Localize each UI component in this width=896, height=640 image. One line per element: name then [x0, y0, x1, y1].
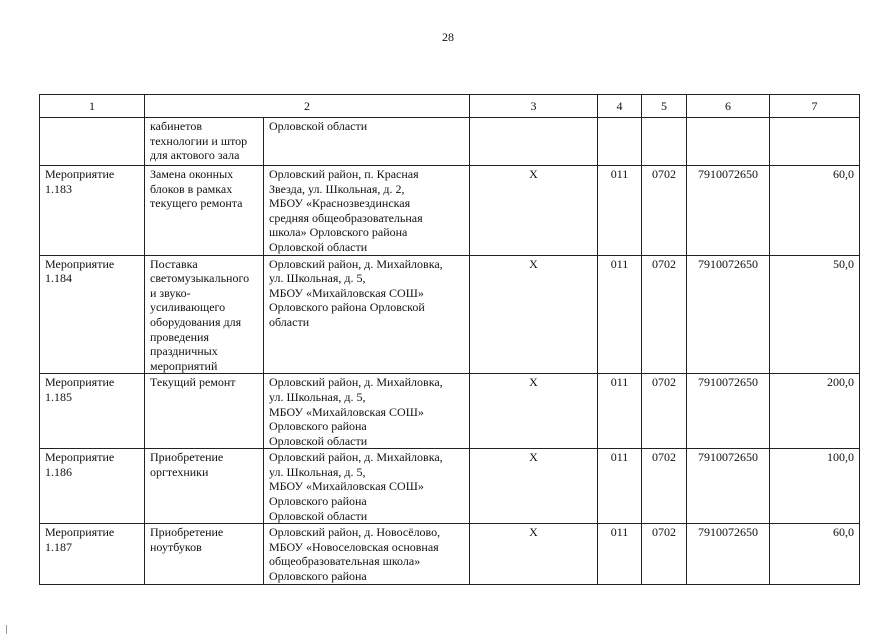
amount-cell: 60,0 — [770, 166, 860, 256]
amount-cell: 60,0 — [770, 524, 860, 584]
header-cell-1: 1 — [40, 95, 145, 118]
col5-cell: 0702 — [642, 166, 687, 256]
col4-cell: 011 — [598, 374, 642, 449]
amount-cell: 100,0 — [770, 449, 860, 524]
event-cell: Мероприятие 1.185 — [40, 374, 145, 449]
col4-cell — [598, 118, 642, 166]
header-cell-7: 7 — [770, 95, 860, 118]
col5-cell: 0702 — [642, 374, 687, 449]
col6-cell: 7910072650 — [687, 374, 770, 449]
header-cell-6: 6 — [687, 95, 770, 118]
event-cell — [40, 118, 145, 166]
address-cell: Орловский район, д. Новосёлово, МБОУ «Новоселовская основная общеобразовательная школа» Орловского района — [264, 524, 470, 584]
event-cell: Мероприятие 1.186 — [40, 449, 145, 524]
col6-cell: 7910072650 — [687, 166, 770, 256]
table-row — [40, 255, 860, 374]
event-name-cell: Приобретение ноутбуков — [145, 524, 264, 584]
page-number: 28 — [442, 30, 454, 44]
event-name-cell: Замена оконных блоков в рамках текущего ремонта — [145, 166, 264, 256]
amount-cell: 200,0 — [770, 374, 860, 449]
address-cell: Орловский район, д. Михайловка, ул. Школьная, д. 5, МБОУ «Михайловская СОШ» Орловского района Орловской области — [264, 449, 470, 524]
col5-cell: 0702 — [642, 255, 687, 374]
col3-cell: Х — [470, 449, 598, 524]
event-name-cell: Приобретение оргтехники — [145, 449, 264, 524]
table-row — [40, 449, 860, 524]
amount-cell: 50,0 — [770, 255, 860, 374]
event-cell: Мероприятие 1.187 — [40, 524, 145, 584]
col3-cell: Х — [470, 524, 598, 584]
event-cell: Мероприятие 1.184 — [40, 255, 145, 374]
col5-cell: 0702 — [642, 524, 687, 584]
col6-cell: 7910072650 — [687, 524, 770, 584]
col4-cell: 011 — [598, 255, 642, 374]
table-row — [40, 166, 860, 256]
table-header-row — [40, 95, 860, 118]
col6-cell — [687, 118, 770, 166]
col6-cell: 7910072650 — [687, 255, 770, 374]
col3-cell: Х — [470, 374, 598, 449]
budget-table — [39, 94, 860, 585]
col6-cell: 7910072650 — [687, 449, 770, 524]
table-row — [40, 524, 860, 584]
event-name-cell: кабинетов технологии и штор для актового зала — [145, 118, 264, 166]
table-row — [40, 374, 860, 449]
address-cell: Орловский район, п. Красная Звезда, ул. Школьная, д. 2, МБОУ «Краснозвездинская средняя общеобразовательная школа» Орловского района Орловской области — [264, 166, 470, 256]
col4-cell: 011 — [598, 449, 642, 524]
header-cell-2: 2 — [145, 95, 470, 118]
col3-cell: Х — [470, 166, 598, 256]
col3-cell — [470, 118, 598, 166]
event-name-cell: Текущий ремонт — [145, 374, 264, 449]
event-cell: Мероприятие 1.183 — [40, 166, 145, 256]
address-cell: Орловской области — [264, 118, 470, 166]
col4-cell: 011 — [598, 166, 642, 256]
event-name-cell: Поставка светомузыкального и звуко- усиливающего оборудования для проведения праздничных мероприятий — [145, 255, 264, 374]
amount-cell — [770, 118, 860, 166]
header-cell-3: 3 — [470, 95, 598, 118]
table-row — [40, 118, 860, 166]
col3-cell: Х — [470, 255, 598, 374]
col5-cell — [642, 118, 687, 166]
col4-cell: 011 — [598, 524, 642, 584]
scan-artifact — [6, 625, 7, 634]
col5-cell: 0702 — [642, 449, 687, 524]
header-cell-5: 5 — [642, 95, 687, 118]
address-cell: Орловский район, д. Михайловка, ул. Школьная, д. 5, МБОУ «Михайловская СОШ» Орловского района Орловской области — [264, 374, 470, 449]
header-cell-4: 4 — [598, 95, 642, 118]
address-cell: Орловский район, д. Михайловка, ул. Школьная, д. 5, МБОУ «Михайловская СОШ» Орловского района Орловской области — [264, 255, 470, 374]
